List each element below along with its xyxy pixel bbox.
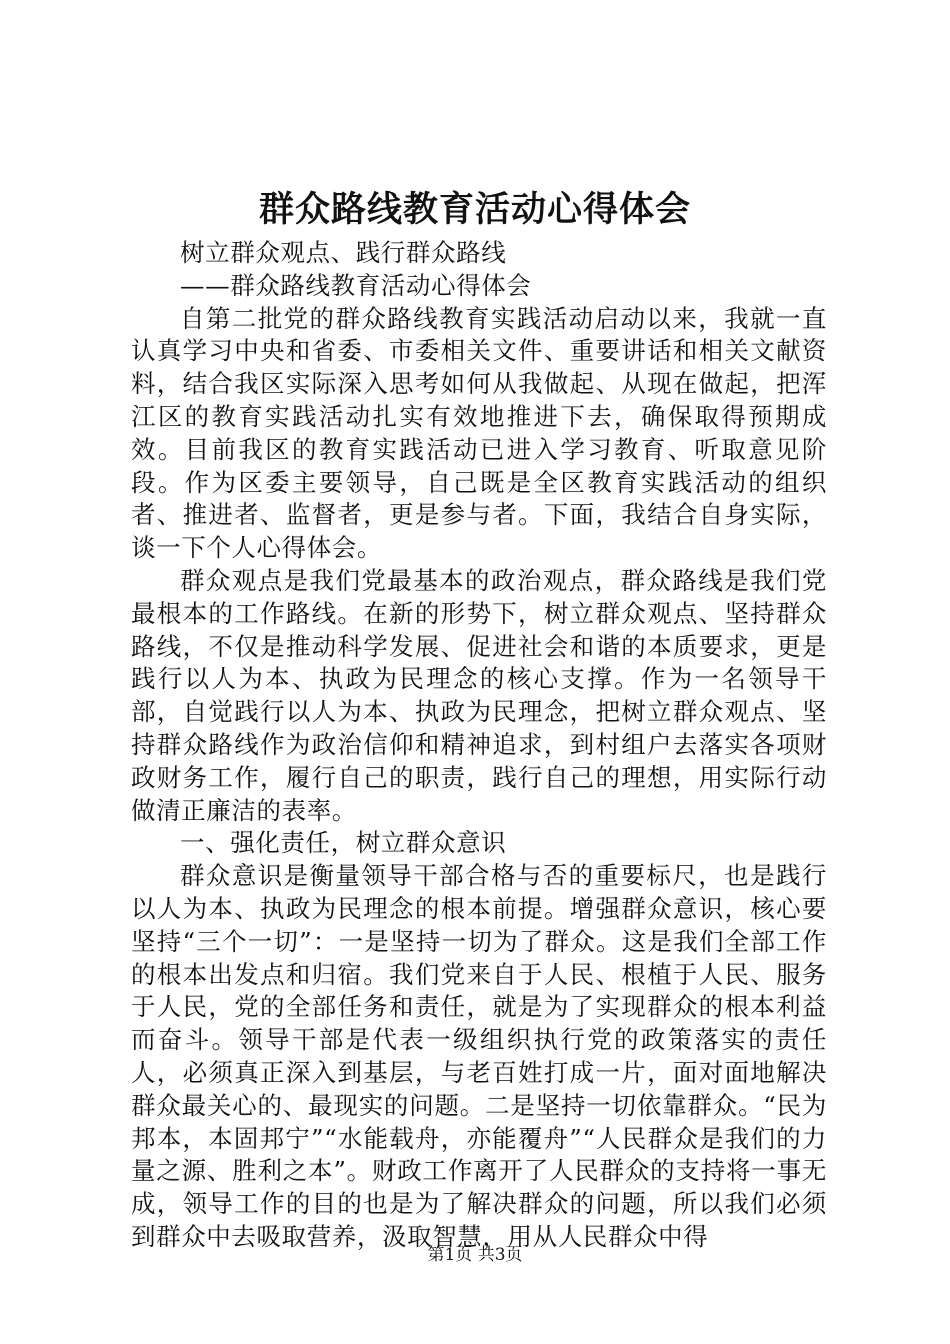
document-body: [131, 237, 827, 1254]
body-paragraph: 群众意识是衡量领导干部合格与否的重要标尺，也是践行以人为本、执政为民理念的根本前提。增强群众意识，核心要坚持“三个一切”：一是坚持一切为了群众。这是我们全部工作的根本出发点和归宿。我们党来自于人民、根植于人民、服务于人民，党的全部任务和责任，就是为了实现群众的根本利益而奋斗。领导干部是代表一级组织执行党的政策落实的责任人，必须真正深入到基层，与老百姓打成一片，面对面地解决群众最关心的、最现实的问题。二是坚持一切依靠群众。“民为邦本，本固邦宁”“水能载舟，亦能覆舟”“人民群众是我们的力量之源、胜利之本”。财政工作离开了人民群众的支持将一事无成，领导工作的目的也是为了解决群众的问题，所以我们必须到群众中去吸取营养，汲取智慧，用从人民群众中得: [131, 861, 827, 1251]
body-paragraph: 自第二批党的群众路线教育实践活动启动以来，我就一直认真学习中央和省委、市委相关文件、重要讲话和相关文献资料，结合我区实际深入思考如何从我做起、从现在做起，把浑江区的教育实践活动扎实有效地推进下去，确保取得预期成效。目前我区的教育实践活动已进入学习教育、听取意见阶段。作为区委主要领导，自己既是全区教育实践活动的组织者、推进者、监督者，更是参与者。下面，我结合自身实际，谈一下个人心得体会。: [131, 303, 827, 563]
page-footer: 第1页 共3页: [427, 1245, 523, 1265]
section-heading: 一、强化责任，树立群众意识: [180, 828, 507, 858]
subtitle-line: 树立群众观点、践行群众路线: [180, 238, 507, 267]
subtitle-line: ——群众路线教育活动心得体会: [180, 270, 532, 300]
body-paragraph: 群众观点是我们党最基本的政治观点，群众路线是我们党最根本的工作路线。在新的形势下，树立群众观点、坚持群众路线，不仅是推动科学发展、促进社会和谐的本质要求，更是践行以人为本、执政为民理念的核心支撑。作为一名领导干部，自觉践行以人为本、执政为民理念，把树立群众观点、坚持群众路线作为政治信仰和精神追求，到村组户去落实各项财政财务工作，履行自己的职责，践行自己的理想，用实际行动做清正廉洁的表率。: [131, 565, 827, 825]
document-title: 群众路线教育活动心得体会: [258, 189, 691, 230]
